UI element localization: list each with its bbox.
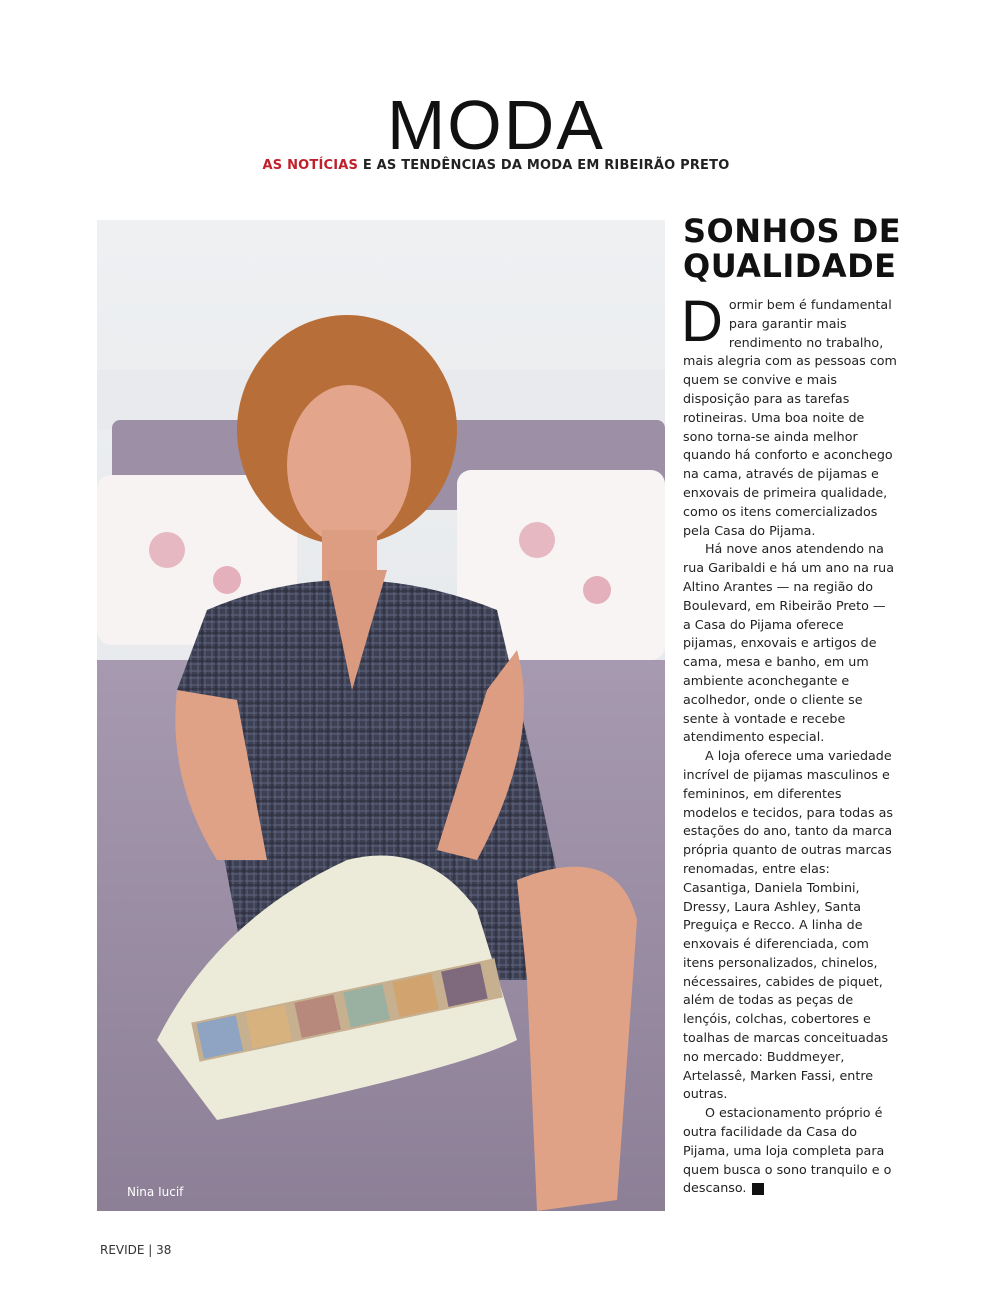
photo-credit: Nina Iucif (127, 1185, 184, 1199)
headline-line-2: QUALIDADE (683, 247, 897, 285)
kicker-rest: E AS TENDÊNCIAS DA MODA EM RIBEIRÃO PRETO (358, 158, 730, 173)
paragraph-4 (683, 1104, 897, 1198)
paragraph-4-text: O estacionamento próprio é outra facilidade da Casa do Pijama, uma loja completa para quem busca o sono tranquilo e o descanso. (683, 1105, 892, 1196)
paragraph-1-text: ormir bem é fundamental para garantir mais rendimento no trabalho, mais alegria com as pessoas com quem se convive e mais disposição para as tarefas rotineiras. Uma boa noite de sono torna-se ainda melhor quando há conforto e aconchego na cama, através de pijamas e enxovais de primeira qualidade, como os itens comercializados pela Casa do Pijama. (683, 297, 897, 538)
section-kicker (0, 158, 992, 173)
paragraph-1 (681, 289, 897, 540)
photo-illustration (97, 220, 665, 1211)
drop-cap: D (681, 289, 723, 354)
kicker-highlight: AS NOTÍCIAS (262, 158, 359, 173)
paragraph-2: Há nove anos atendendo na rua Garibaldi e há um ano na rua Altino Arantes — na região do Boulevard, em Ribeirão Preto — a Casa do Pijama oferece pijamas, enxovais e artigos de cama, mesa e banho, em um ambiente aconchegante e acolhedor, onde o cliente se sente à vontade e recebe atendimento especial. (683, 541, 894, 745)
article-headline (683, 214, 983, 284)
paragraph-3: A loja oferece uma variedade incrível de pijamas masculinos e femininos, em diferentes modelos e tecidos, para todas as estações do ano, tanto da marca própria quanto de outras marcas renomadas, entre elas: Casantiga, Daniela Tombini, Dressy, Laura Ashley, Santa Preguiça e Recco. A linha de enxovais é diferenciada, com itens personalizados, chinelos, nécessaires, cabides de piquet, além de todas as peças de lençóis, colchas, cobertores e toalhas de marcas conceituadas no mercado: Buddmeyer, Artelassê, Marken Fassi, entre outras. (683, 748, 893, 1102)
headline-line-1: SONHOS DE (683, 212, 902, 250)
page-folio: REVIDE | 38 (100, 1243, 172, 1257)
section-title: MODA (387, 86, 605, 164)
end-mark-icon: r (752, 1183, 764, 1195)
article-photo (97, 220, 665, 1211)
article-body (681, 289, 897, 1198)
